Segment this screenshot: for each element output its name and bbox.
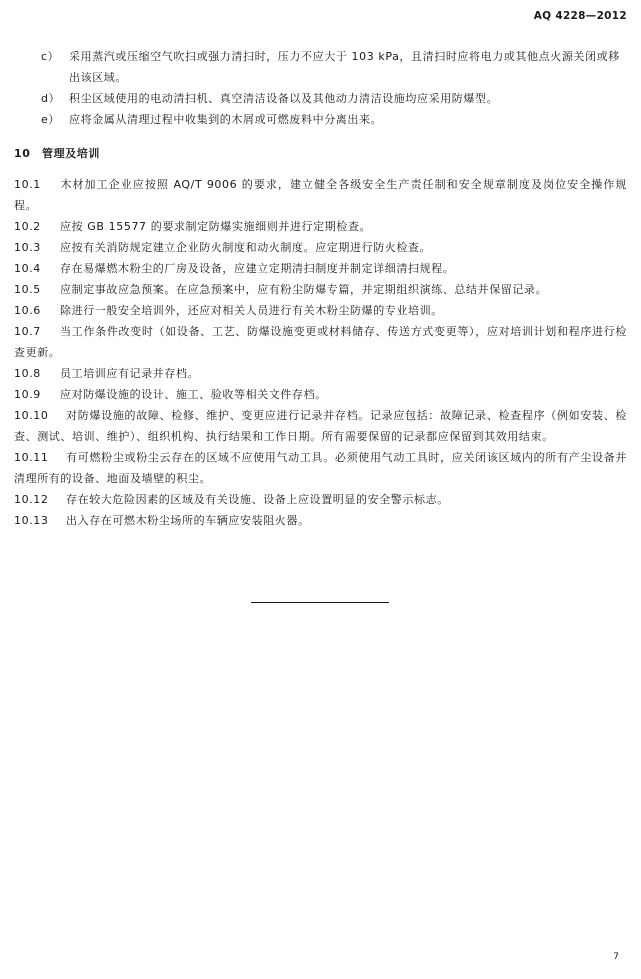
clause xyxy=(14,174,627,216)
clause xyxy=(14,237,627,258)
end-of-text-rule xyxy=(251,602,389,603)
clause-text: 有可燃粉尘或粉尘云存在的区域不应使用气动工具。必须使用气动工具时，应关闭该区域内的所有产尘设备并清理所有的设备、地面及墙壁的积尘。 xyxy=(14,451,627,485)
clause xyxy=(14,258,627,279)
clause xyxy=(14,405,627,447)
clause-text: 应按有关消防规定建立企业防火制度和动火制度。应定期进行防火检查。 xyxy=(60,241,432,254)
list-item-marker: e） xyxy=(41,113,60,126)
clause xyxy=(14,279,627,300)
clause-number: 10.5 xyxy=(14,283,41,296)
clause-number: 10.3 xyxy=(14,241,41,254)
clause-text: 存在较大危险因素的区域及有关设施、设备上应设置明显的安全警示标志。 xyxy=(66,493,449,506)
clause-text: 除进行一般安全培训外，还应对相关人员进行有关木粉尘防爆的专业培训。 xyxy=(60,304,443,317)
clause xyxy=(14,321,627,363)
list-item xyxy=(14,88,627,109)
section-title: 管理及培训 xyxy=(42,147,100,160)
clause-text: 当工作条件改变时（如设备、工艺、防爆设施变更或材料储存、传送方式变更等），应对培训计划和程序进行检查更新。 xyxy=(14,325,627,359)
clause xyxy=(14,363,627,384)
list-item-marker: c） xyxy=(41,50,60,63)
clause-number: 10.2 xyxy=(14,220,41,233)
clause-number: 10.9 xyxy=(14,388,41,401)
list-item-text: 积尘区域使用的电动清扫机、真空清洁设备以及其他动力清洁设施均应采用防爆型。 xyxy=(69,92,499,105)
clause xyxy=(14,300,627,321)
page-number: 7 xyxy=(613,952,619,962)
clause xyxy=(14,510,627,531)
clause-text: 应对防爆设施的设计、施工、验收等相关文件存档。 xyxy=(60,388,327,401)
clause-number: 10.4 xyxy=(14,262,41,275)
standard-code: AQ 4228—2012 xyxy=(533,10,627,22)
clause-number: 10.1 xyxy=(14,178,41,191)
clause xyxy=(14,216,627,237)
list-item-text: 应将金属从清理过程中收集到的木屑或可燃废料中分离出来。 xyxy=(69,113,383,126)
clause-number: 10.13 xyxy=(14,514,49,527)
clause-number: 10.8 xyxy=(14,367,41,380)
clause-text: 应制定事故应急预案。在应急预案中，应有粉尘防爆专篇，并定期组织演练、总结并保留记录。 xyxy=(60,283,548,296)
clause-text: 存在易爆燃木粉尘的厂房及设备，应建立定期清扫制度并制定详细清扫规程。 xyxy=(60,262,455,275)
section-heading xyxy=(14,143,627,164)
clause-text: 员工培训应有记录并存档。 xyxy=(60,367,200,380)
clause xyxy=(14,489,627,510)
clause xyxy=(14,447,627,489)
list-item-text: 采用蒸汽或压缩空气吹扫或强力清扫时，压力不应大于 103 kPa，且清扫时应将电力或其他点火源关闭或移出该区域。 xyxy=(69,50,620,84)
clause-text: 木材加工企业应按照 AQ/T 9006 的要求，建立健全各级安全生产责任制和安全规章制度及岗位安全操作规程。 xyxy=(14,178,627,212)
clause xyxy=(14,384,627,405)
clause-number: 10.12 xyxy=(14,493,49,506)
clause-number: 10.6 xyxy=(14,304,41,317)
clause-number: 10.11 xyxy=(14,451,49,464)
list-item xyxy=(14,46,627,88)
section-number: 10 xyxy=(14,147,31,160)
clause-text: 对防爆设施的故障、检修、维护、变更应进行记录并存档。记录应包括：故障记录、检查程序（例如安装、检查、测试、培训、维护）、组织机构、执行结果和工作日期。所有需要保留的记录都应保留到其效用结束。 xyxy=(14,409,627,443)
document-body xyxy=(14,46,627,531)
list-item-marker: d） xyxy=(41,92,61,105)
clause-text: 出入存在可燃木粉尘场所的车辆应安装阻火器。 xyxy=(66,514,310,527)
clause-number: 10.7 xyxy=(14,325,41,338)
clause-text: 应按 GB 15577 的要求制定防爆实施细则并进行定期检查。 xyxy=(60,220,372,233)
clause-number: 10.10 xyxy=(14,409,49,422)
list-item xyxy=(14,109,627,130)
